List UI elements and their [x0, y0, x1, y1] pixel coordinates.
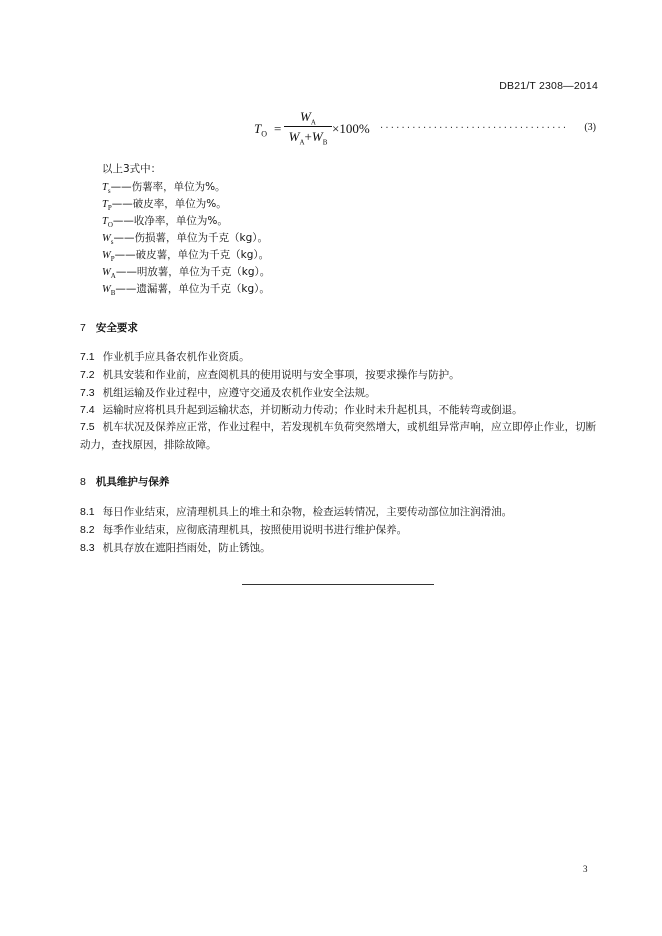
clause-number: 7.1 [80, 351, 95, 363]
definition-symbol: $T_P$ [102, 199, 112, 213]
clause-7-4 [80, 401, 600, 419]
numerator-sub: A [310, 118, 316, 127]
clause-7-5 [80, 418, 600, 454]
definition-item [102, 214, 228, 232]
end-of-document-rule [242, 584, 434, 585]
clause-8-1 [80, 503, 600, 521]
section-number: 8 [80, 476, 86, 488]
definition-symbol: $W_s$ [102, 233, 114, 247]
definition-item [102, 197, 227, 215]
clause-7-2 [80, 366, 600, 384]
denominator-b-sub: B [322, 138, 328, 147]
definition-item [102, 248, 269, 266]
page-number: 3 [583, 864, 588, 874]
clause-text: 机具存放在遮阳挡雨处，防止锈蚀。 [102, 542, 271, 554]
definition-text: ——伤薯率，单位为%。 [110, 181, 226, 193]
clause-number: 8.3 [80, 542, 95, 554]
clause-text: 机组运输及作业过程中，应遵守交通及农机作业安全法规。 [102, 387, 376, 399]
clause-text: 每日作业结束，应清理机具上的堆土和杂物，检查运转情况，主要传动部位加注润滑油。 [102, 506, 513, 518]
definition-symbol: $W_P$ [102, 250, 115, 264]
denominator-a: W [288, 129, 300, 144]
clause-8-2 [80, 521, 600, 539]
clause-text: 机具安装和作业前，应查阅机具的使用说明与安全事项，按要求操作与防护。 [102, 369, 460, 381]
formula-numerator [284, 108, 332, 125]
formula-lhs [254, 121, 267, 139]
clause-8-3 [80, 539, 600, 557]
denominator-plus: + [304, 129, 312, 144]
definition-text: ——破皮率，单位为%。 [111, 198, 227, 210]
definition-text: ——伤损薯，单位为千克（kg）。 [113, 232, 268, 244]
definition-text: ——收净率，单位为%。 [112, 215, 228, 227]
definition-item [102, 180, 226, 198]
denominator-a-sub: A [299, 138, 305, 147]
document-code: DB21/T 2308—2014 [499, 80, 598, 92]
formula-leader-dots: ................................... [380, 120, 569, 131]
clause-text: 运输时应将机具升起到运输状态，并切断动力传动；作业时未升起机具，不能转弯或倒退。 [102, 404, 523, 416]
clause-7-1 [80, 348, 600, 366]
formula-equals: = [274, 121, 282, 136]
formula-denominator [284, 128, 332, 145]
numerator-symbol: W [300, 109, 311, 124]
formula-lhs-sub: O [261, 129, 268, 139]
definition-symbol: $T_O$ [102, 216, 113, 230]
formula-number: (3) [584, 122, 596, 133]
definition-item [102, 265, 270, 283]
section-7-heading [80, 320, 138, 335]
fraction-bar [284, 126, 332, 127]
definition-item [102, 231, 268, 249]
clause-number: 7.3 [80, 387, 95, 399]
clause-number: 7.5 [80, 421, 95, 433]
section-title: 机具维护与保养 [95, 476, 170, 488]
definition-symbol: $T_s$ [102, 182, 111, 196]
formula-multiplier: ×100% [332, 121, 370, 136]
denominator-b: W [311, 129, 323, 144]
definition-item [102, 282, 270, 300]
clause-text: 作业机手应具备农机作业资质。 [102, 351, 250, 363]
formula-fraction [284, 108, 332, 145]
definition-text: ——遗漏薯，单位为千克（kg）。 [115, 283, 270, 295]
clause-number: 7.4 [80, 404, 95, 416]
definition-symbol: $W_B$ [102, 284, 116, 298]
formula-lhs-symbol: T [254, 121, 262, 136]
section-number: 7 [80, 322, 86, 334]
definition-text: ——破皮薯，单位为千克（kg）。 [114, 249, 270, 261]
clause-text: 每季作业结束，应彻底清理机具，按照使用说明书进行维护保养。 [102, 524, 408, 536]
formula-3 [250, 108, 600, 152]
clause-number: 7.2 [80, 369, 95, 381]
clause-number: 8.1 [80, 506, 95, 518]
definition-symbol: $W_A$ [102, 267, 116, 281]
clause-text: 机车状况及保养应正常，作业过程中，若发现机车负荷突然增大，或机组异常声响，应立即停止作业，切断动力，查找原因，排除故障。 [80, 421, 597, 451]
section-title: 安全要求 [95, 322, 138, 334]
definition-text: ——明放薯，单位为千克（kg）。 [115, 266, 271, 278]
definitions-intro: 以上3式中： [102, 163, 162, 175]
clause-number: 8.2 [80, 524, 95, 536]
section-8-heading [80, 474, 169, 489]
clause-7-3 [80, 384, 600, 402]
